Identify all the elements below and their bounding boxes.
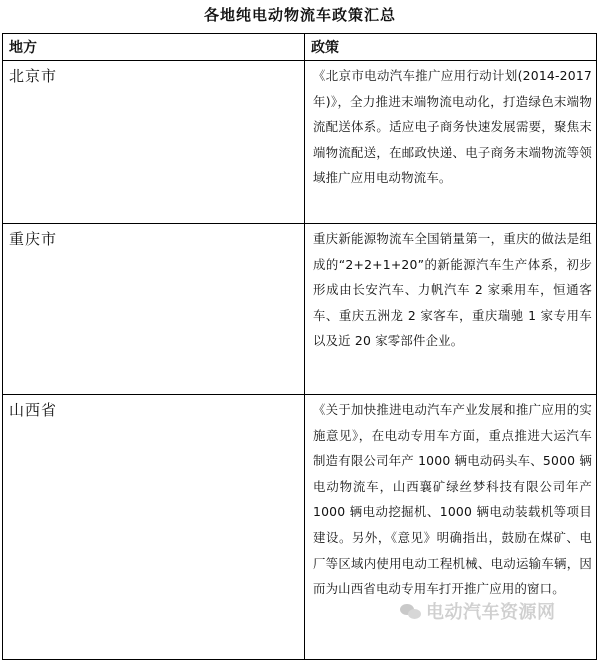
policy-table <box>2 33 597 660</box>
table-row <box>3 61 597 224</box>
policy-cell: 重庆新能源物流车全国销量第一，重庆的做法是组成的“2+2+1+20”的新能源汽车生产体系，初步形成由长安汽车、力帆汽车 2 家乘用车，恒通客车、重庆五洲龙 2 家客车，重庆瑞驰 1 家专用车以及近 20 家零部件企业。 <box>305 224 597 395</box>
region-cell: 北京市 <box>3 61 305 224</box>
header-policy: 政策 <box>305 34 597 61</box>
table-row <box>3 224 597 395</box>
region-cell: 重庆市 <box>3 224 305 395</box>
table-header-row <box>3 34 597 61</box>
wechat-icon <box>400 602 422 620</box>
region-cell: 山西省 <box>3 395 305 660</box>
header-region: 地方 <box>3 34 305 61</box>
watermark <box>400 598 556 624</box>
policy-cell: 《北京市电动汽车推广应用行动计划(2014-2017年)》，全力推进末端物流电动化，打造绿色末端物流配送体系。适应电子商务快速发展需要，聚焦末端物流配送，在邮政快递、电子商务末端物流等领域推广应用电动物流车。 <box>305 61 597 224</box>
policy-cell: 《关于加快推进电动汽车产业发展和推广应用的实施意见》，在电动专用车方面，重点推进大运汽车制造有限公司年产 1000 辆电动码头车、5000 辆电动物流车，山西襄矿绿丝梦科技有限公司年产 1000 辆电动挖掘机、1000 辆电动装载机等项目建设。另外，《意见》明确指出，鼓励在煤矿、电厂等区域内使用电动工程机械、电动运输车辆，因而为山西省电动专用车打开推广应用的窗口。 <box>305 395 597 660</box>
watermark-text: 电动汽车资源网 <box>426 602 556 623</box>
document-title: 各地纯电动物流车政策汇总 <box>203 6 396 24</box>
